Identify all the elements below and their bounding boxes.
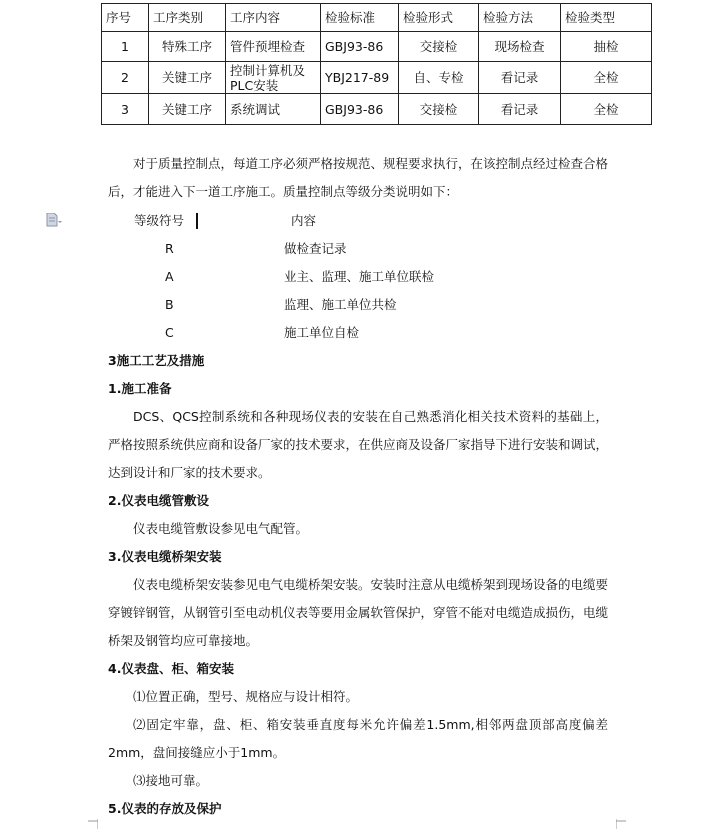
table-cell: 关键工序: [149, 94, 226, 125]
subsection-heading: 5.仪表的存放及保护: [108, 801, 222, 816]
table-cell: 看记录: [479, 94, 561, 125]
table-row: [102, 94, 652, 125]
table-cell: 系统调试: [226, 94, 321, 125]
table-cell: 3: [102, 94, 149, 125]
header-cell: 工序内容: [226, 4, 321, 32]
grade-symbol: B: [165, 297, 174, 312]
text-cursor: [196, 213, 198, 229]
header-cell: 序号: [102, 4, 149, 32]
table-cell: 关键工序: [149, 62, 226, 94]
table-cell: 2: [102, 62, 149, 94]
table-cell: 自、专检: [399, 62, 479, 94]
header-cell: 检验形式: [399, 4, 479, 32]
grade-content: 业主、监理、施工单位联检: [284, 269, 435, 284]
page-corner-mark: [88, 819, 98, 829]
grade-content: 施工单位自检: [284, 325, 360, 340]
table-cell: 管件预埋检查: [226, 32, 321, 62]
table-cell: 交接检: [399, 94, 479, 125]
paragraph: 仪表电缆管敷设参见电气配管。: [133, 521, 309, 536]
grade-symbol-header: 等级符号: [134, 213, 185, 228]
subsection-heading: 3.仪表电缆桥架安装: [108, 549, 222, 564]
table-cell: GBJ93-86: [321, 94, 399, 125]
list-item: ⑴位置正确，型号、规格应与设计相符。: [133, 689, 359, 704]
table-cell: 抽检: [561, 32, 652, 62]
header-cell: 检验类型: [561, 4, 652, 32]
table-cell: YBJ217-89: [321, 62, 399, 94]
table-cell: 看记录: [479, 62, 561, 94]
page-corner-mark: [616, 819, 626, 829]
subsection-heading: 2.仪表电缆管敷设: [108, 493, 209, 508]
header-cell: 检验标准: [321, 4, 399, 32]
table-header-row: [102, 4, 652, 32]
paragraph: 仪表电缆桥架安装参见电气电缆桥架安装。安装时注意从电缆桥架到现场设备的电缆要穿镀锌钢管，从钢管引至电动机仪表等要用金属软管保护，穿管不能对电缆造成损伤，电缆桥架及钢管均应可靠接地。: [108, 577, 609, 648]
header-cell: 工序类别: [149, 4, 226, 32]
document-options-icon[interactable]: [46, 213, 62, 227]
section-heading: 3施工工艺及措施: [108, 353, 205, 368]
table-cell: 交接检: [399, 32, 479, 62]
table-cell: 全检: [561, 62, 652, 94]
header-cell: 检验方法: [479, 4, 561, 32]
list-item: ⑵固定牢靠，盘、柜、箱安装垂直度每米允许偏差1.5mm,相邻两盘顶部高度偏差2mm，盘间接缝应小于1mm。: [108, 717, 608, 760]
inspection-table: [101, 3, 652, 125]
grade-symbol: R: [165, 241, 174, 256]
list-item: ⑶接地可靠。: [133, 773, 209, 788]
table-cell: 1: [102, 32, 149, 62]
grade-content-header: 内容: [291, 213, 317, 228]
table-cell: GBJ93-86: [321, 32, 399, 62]
subsection-heading: 4.仪表盘、柜、箱安装: [108, 661, 234, 676]
intro-paragraph: 对于质量控制点，每道工序必须严格按规范、规程要求执行，在该控制点经过检查合格后，才能进入下一道工序施工。质量控制点等级分类说明如下：: [108, 156, 609, 199]
table-cell: 特殊工序: [149, 32, 226, 62]
table-row: [102, 62, 652, 94]
grade-symbol: C: [165, 325, 174, 340]
subsection-heading: 1.施工准备: [108, 381, 172, 396]
paragraph: DCS、QCS控制系统和各种现场仪表的安装在自己熟悉消化相关技术资料的基础上，严格按照系统供应商和设备厂家的技术要求，在供应商及设备厂家指导下进行安装和调试，达到设计和厂家的技术要求。: [108, 409, 609, 480]
grade-symbol: A: [165, 269, 174, 284]
grade-content: 做检查记录: [284, 241, 347, 256]
table-cell: 控制计算机及PLC安装: [226, 62, 321, 94]
table-row: [102, 32, 652, 62]
table-cell: 全检: [561, 94, 652, 125]
table-cell: 现场检查: [479, 32, 561, 62]
grade-content: 监理、施工单位共检: [284, 297, 397, 312]
